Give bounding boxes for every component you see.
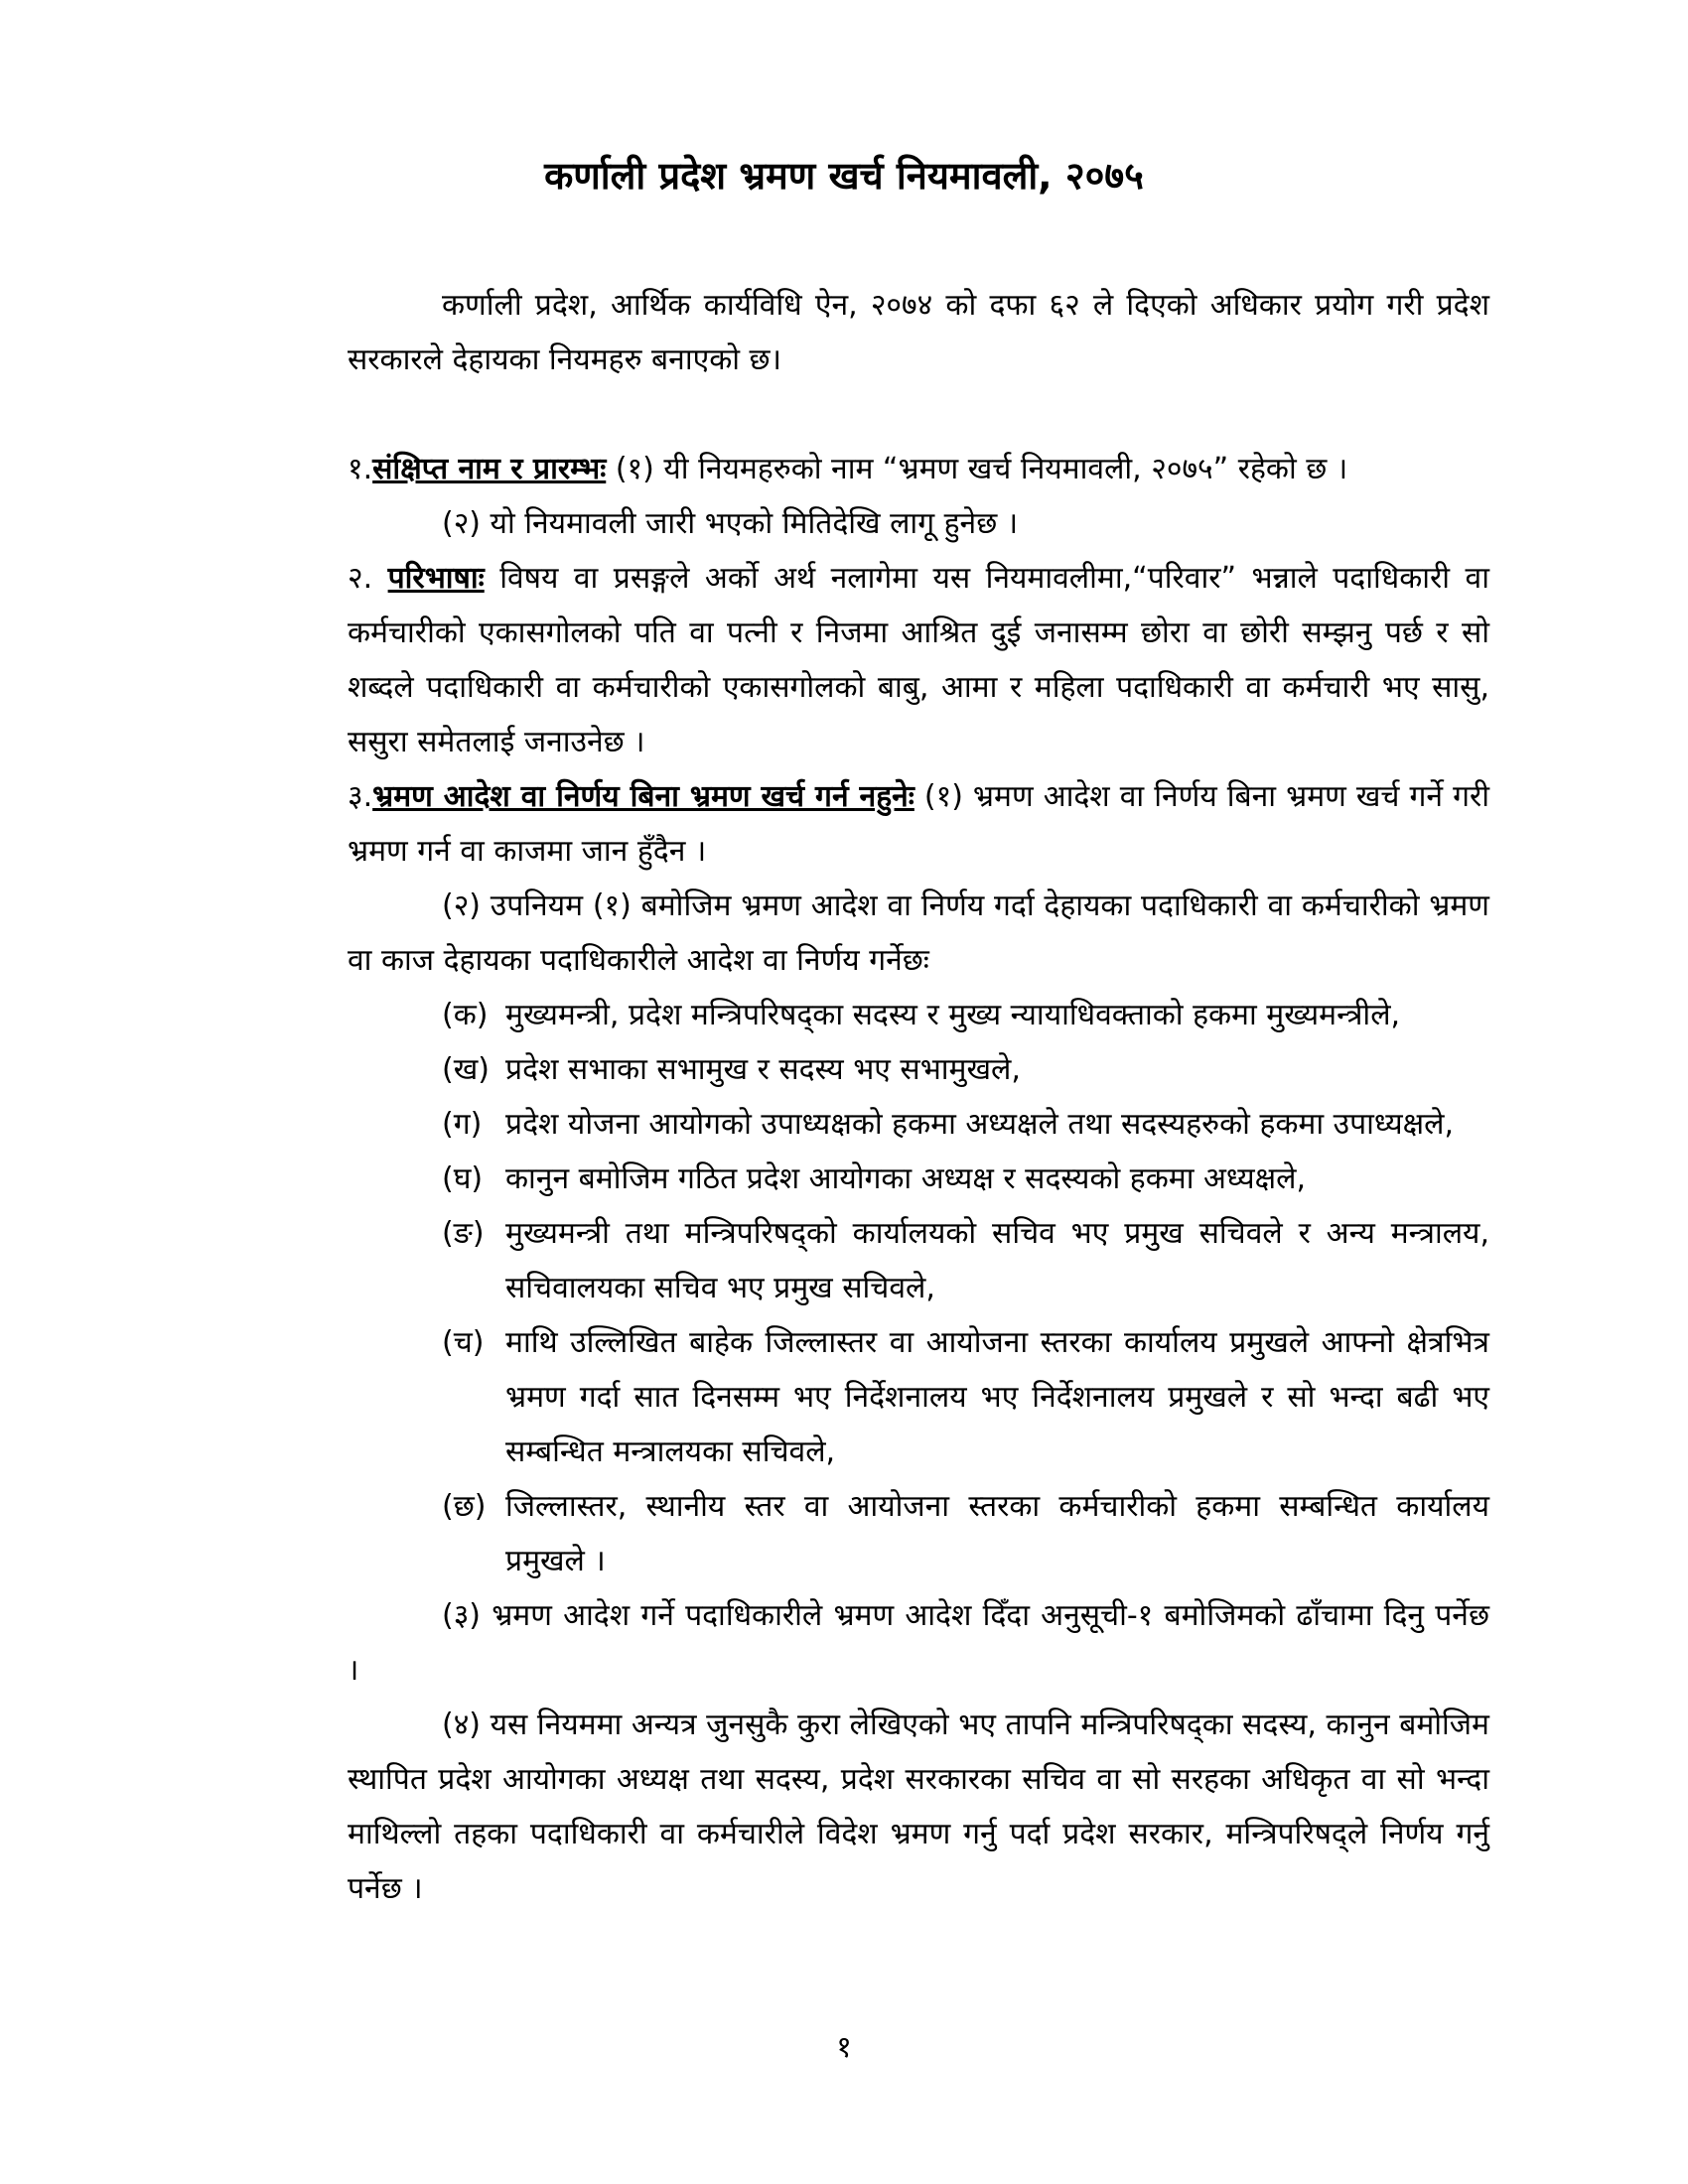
rule-1-sub-2: (२) यो नियमावली जारी भएको मितिदेखि लागू हुनेछ । — [442, 506, 1019, 541]
list-item — [442, 1315, 1489, 1479]
rule-3 — [348, 769, 1489, 879]
rule-3-sub-1: (१) भ्रमण आदेश वा निर्णय बिना भ्रमण खर्च गर्ने गरी भ्रमण गर्न वा काजमा जान हुँदैन । — [348, 779, 1490, 869]
rule-3-sub-2: (२) उपनियम (१) बमोजिम भ्रमण आदेश वा निर्णय गर्दा देहायका पदाधिकारी वा कर्मचारीको भ्रमण वा काज देहायका पदाधिकारीले आदेश वा निर्णय गर्नेछः — [348, 888, 1489, 978]
rule-3-sub-3: (३) भ्रमण आदेश गर्ने पदाधिकारीले भ्रमण आदेश दिँदा अनुसूची-१ बमोजिमको ढाँचामा दिनु पर्नेछ । — [348, 1598, 1489, 1688]
document-title: कर्णाली प्रदेश भ्रमण खर्च नियमावली, २०७५ — [544, 154, 1144, 198]
page-number: १ — [836, 2030, 852, 2065]
rule-3-number: ३. — [348, 779, 373, 814]
list-item-label: (छ) — [442, 1489, 487, 1524]
rule-3-items-list — [348, 988, 1489, 1588]
preamble: कर्णाली प्रदेश, आर्थिक कार्यविधि ऐन, २०७४ को दफा ६२ ले दिएको अधिकार प्रयोग गरी प्रदेश सरकारले देहायका नियमहरु बनाएको छ। — [348, 288, 1489, 377]
list-item — [442, 988, 1489, 1042]
list-item-text: मुख्यमन्त्री तथा मन्त्रिपरिषद्को कार्यालयको सचिव भए प्रमुख सचिवले र अन्य मन्त्रालय, सचिवालयका सचिव भए प्रमुख सचिवले, — [505, 1216, 1489, 1305]
rule-1-sub-1: (१) यी नियमहरुको नाम “भ्रमण खर्च नियमावली, २०७५” रहेको छ । — [615, 452, 1348, 486]
list-item-label: (ङ) — [442, 1216, 485, 1251]
list-item-label: (घ) — [442, 1161, 484, 1196]
list-item-text: जिल्लास्तर, स्थानीय स्तर वा आयोजना स्तरका कर्मचारीको हकमा सम्बन्धित कार्यालय प्रमुखले । — [505, 1489, 1489, 1578]
document-body — [348, 278, 1489, 1916]
rule-2-number: २. — [348, 561, 373, 596]
rule-3-sub-4: (४) यस नियममा अन्यत्र जुनसुकै कुरा लेखिएको भए तापनि मन्त्रिपरिषद्का सदस्य, कानुन बमोजिम स्थापित प्रदेश आयोगका अध्यक्ष तथा सदस्य, प्रदेश सरकारका सचिव वा सो सरहका अधिकृत वा सो भन्दा माथिल्लो तहका पदाधिकारी वा कर्मचारीले विदेश भ्रमण गर्नु पर्दा प्रदेश सरकार, मन्त्रिपरिषद्ले निर्णय गर्नु पर्नेछ । — [348, 1707, 1489, 1906]
rule-3-heading: भ्रमण आदेश वा निर्णय बिना भ्रमण खर्च गर्न नहुनेः — [372, 779, 914, 814]
list-item-text: प्रदेश योजना आयोगको उपाध्यक्षको हकमा अध्यक्षले तथा सदस्यहरुको हकमा उपाध्यक्षले, — [505, 1107, 1454, 1142]
list-item — [442, 1479, 1489, 1588]
list-item — [442, 1152, 1489, 1206]
list-item-label: (ग) — [442, 1107, 483, 1142]
list-item-text: प्रदेश सभाका सभामुख र सदस्य भए सभामुखले, — [505, 1052, 1021, 1087]
rule-1-heading: संक्षिप्त नाम र प्रारम्भः — [372, 452, 607, 486]
list-item — [442, 1097, 1489, 1152]
rule-2 — [348, 551, 1489, 769]
rule-1 — [348, 442, 1489, 496]
list-item-text: कानुन बमोजिम गठित प्रदेश आयोगका अध्यक्ष र सदस्यको हकमा अध्यक्षले, — [505, 1161, 1307, 1196]
rule-2-text: विषय वा प्रसङ्गले अर्को अर्थ नलागेमा यस नियमावलीमा,“परिवार” भन्नाले पदाधिकारी वा कर्मचारीको एकासगोलको पति वा पत्नी र निजमा आश्रित दुई जनासम्म छोरा वा छोरी सम्झनु पर्छ र सो शब्दले पदाधिकारी वा कर्मचारीको एकासगोलको बाबु, आमा र महिला पदाधिकारी वा कर्मचारी भए सासु, ससुरा समेतलाई जनाउनेछ । — [348, 561, 1489, 759]
list-item-label: (ख) — [442, 1052, 490, 1087]
list-item-label: (क) — [442, 998, 489, 1032]
list-item — [442, 1206, 1489, 1315]
rule-1-number: १. — [348, 452, 373, 486]
list-item-text: माथि उल्लिखित बाहेक जिल्लास्तर वा आयोजना स्तरका कार्यालय प्रमुखले आफ्नो क्षेत्रभित्र भ्रमण गर्दा सात दिनसम्म भए निर्देशनालय भए निर्देशनालय प्रमुखले र सो भन्दा बढी भए सम्बन्धित मन्त्रालयका सचिवले, — [505, 1325, 1489, 1469]
list-item — [442, 1042, 1489, 1097]
list-item-label: (च) — [442, 1325, 485, 1360]
rule-2-heading: परिभाषाः — [387, 561, 485, 596]
list-item-text: मुख्यमन्त्री, प्रदेश मन्त्रिपरिषद्का सदस्य र मुख्य न्यायाधिवक्ताको हकमा मुख्यमन्त्रीले, — [505, 998, 1401, 1032]
